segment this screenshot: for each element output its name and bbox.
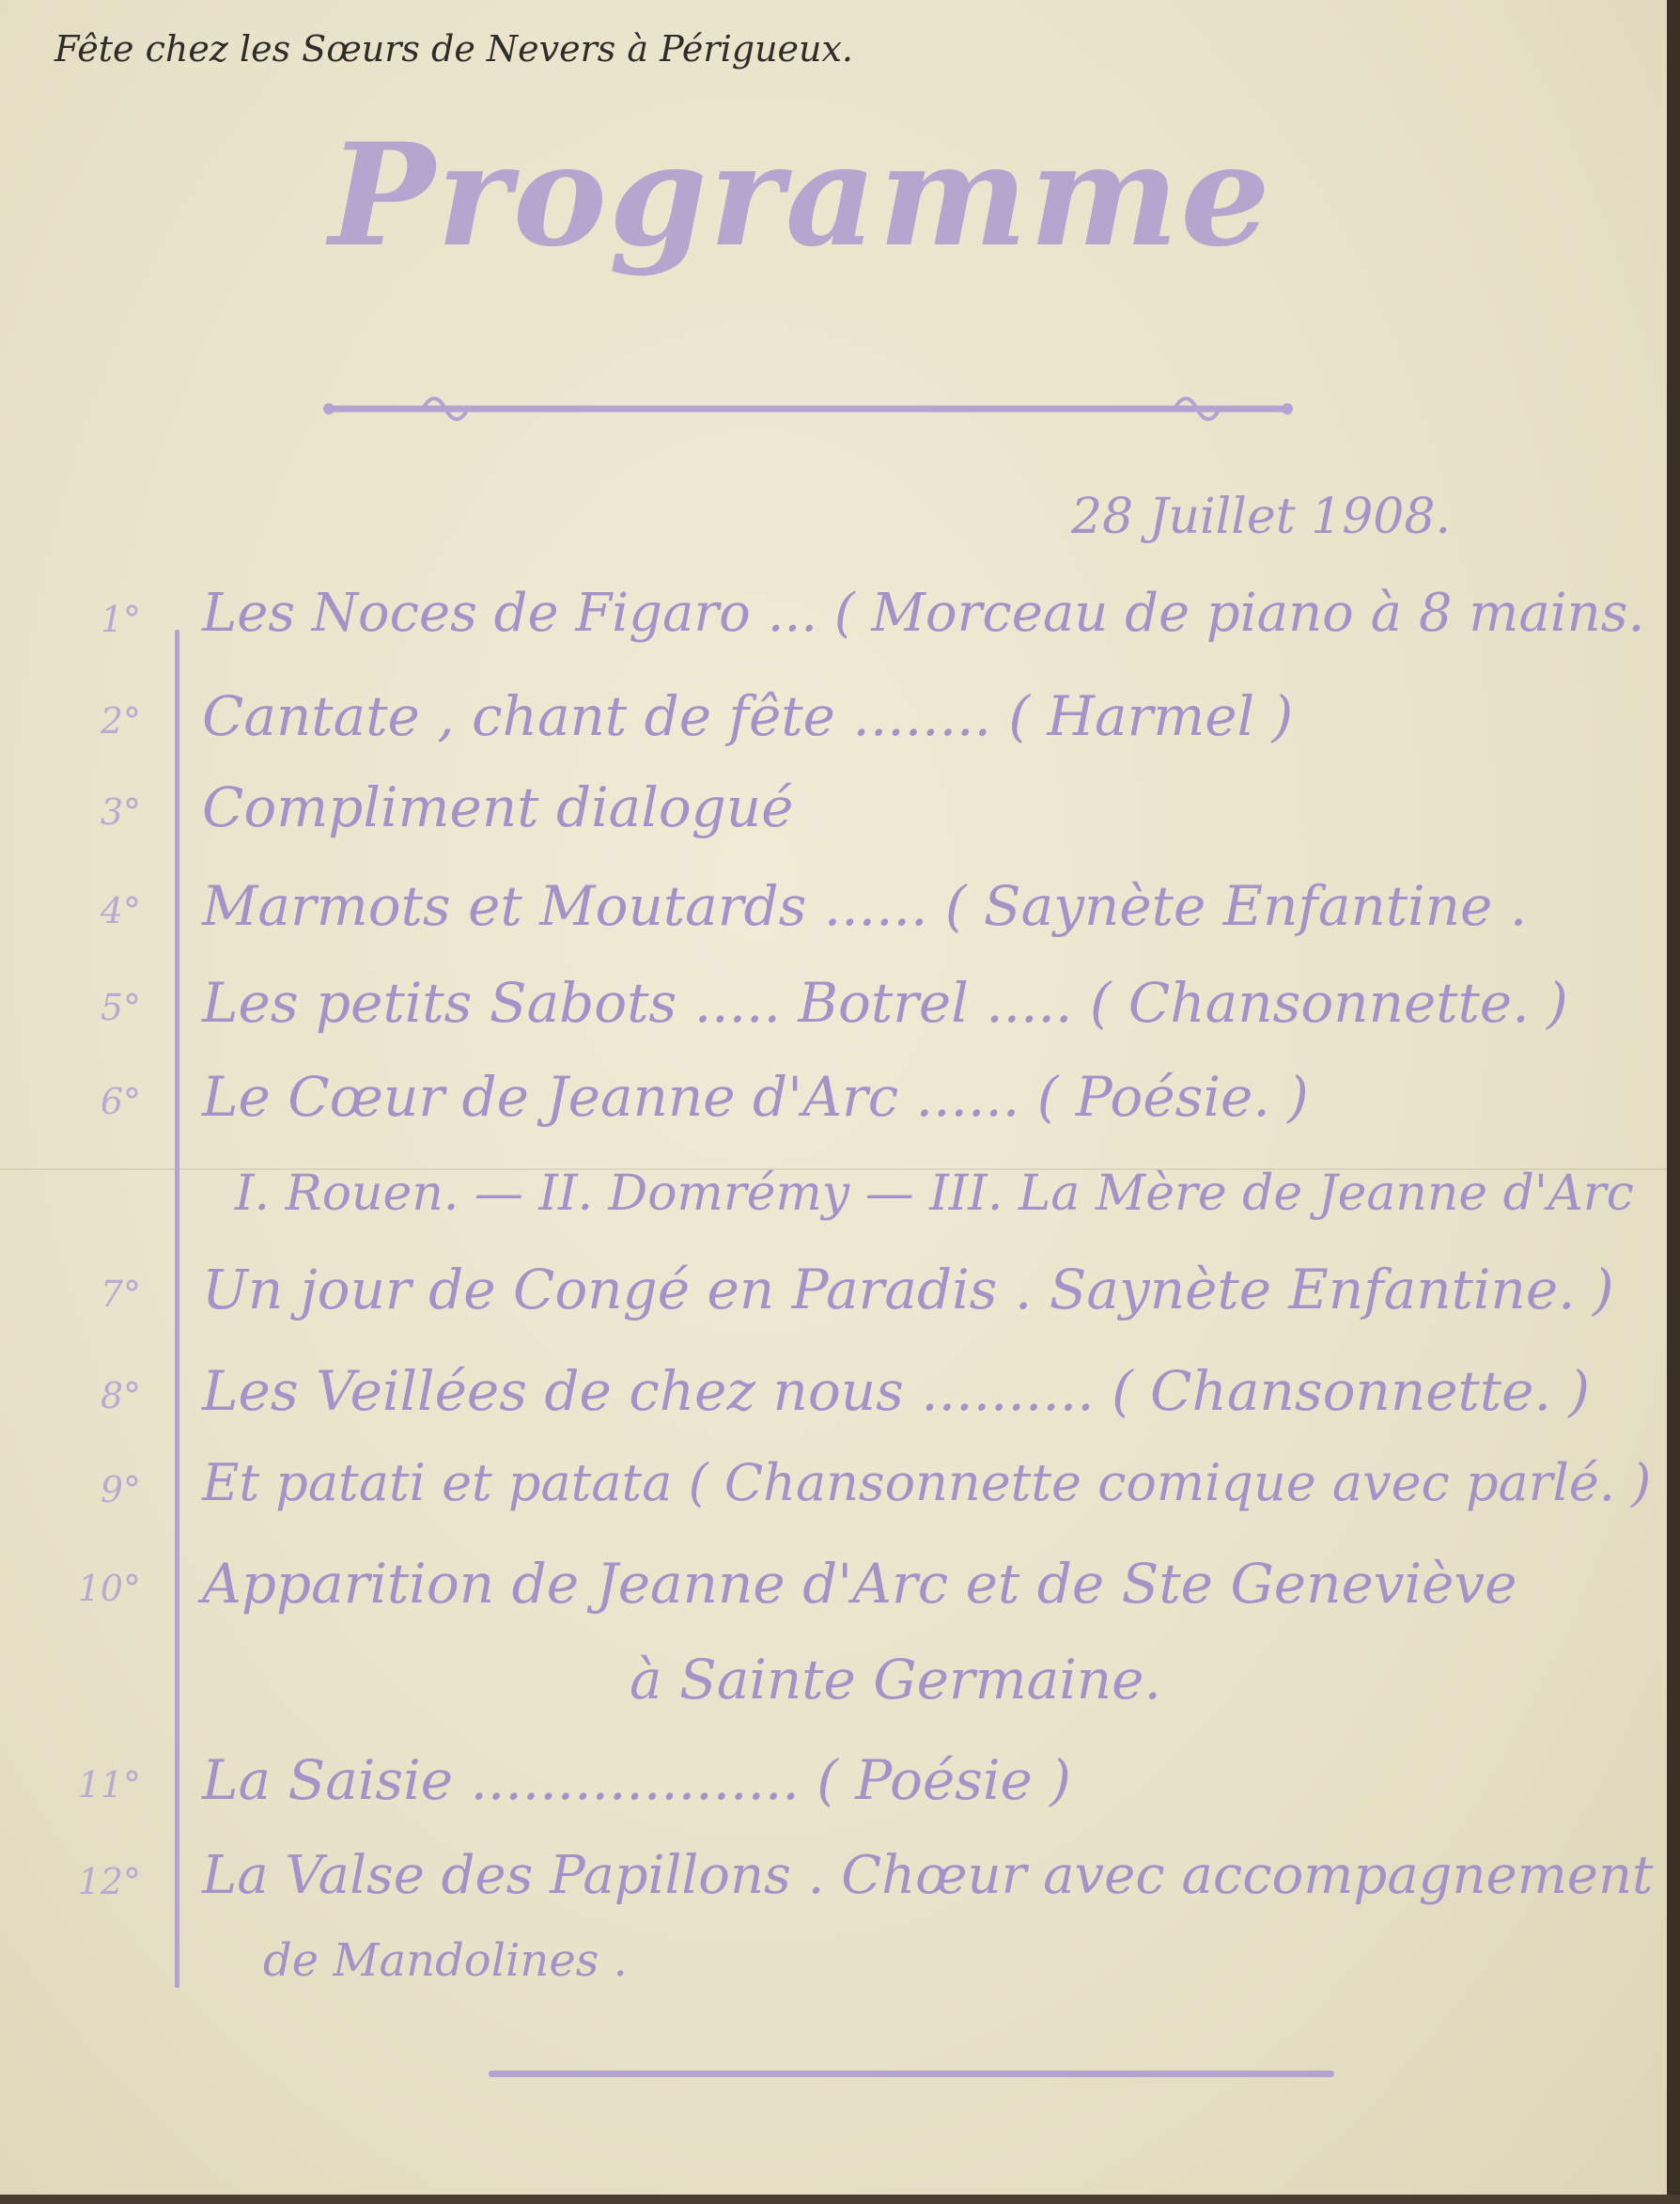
- program-item: Compliment dialogué: [202, 775, 794, 839]
- program-item: Les petits Sabots ..... Botrel ..... ( Chansonnette. ): [202, 971, 1568, 1035]
- scan-edge-right: [1667, 0, 1680, 2204]
- item-number: 11°: [77, 1764, 141, 1805]
- program-item: Le Cœur de Jeanne d'Arc ...... ( Poésie. ): [202, 1065, 1309, 1129]
- handwritten-note: Fête chez les Sœurs de Nevers à Périgueux.: [54, 28, 854, 70]
- program-item: La Valse des Papillons . Chœur avec accompagnement: [202, 1845, 1654, 1906]
- page-title: Programme: [329, 113, 1272, 278]
- item-number: 10°: [77, 1568, 141, 1609]
- item-number: 5°: [100, 987, 141, 1028]
- program-item-continuation: à Sainte Germaine.: [630, 1648, 1161, 1712]
- item-number: 12°: [77, 1861, 141, 1902]
- program-item: Les Veillées de chez nous .......... ( Chansonnette. ): [202, 1359, 1590, 1423]
- program-item-continuation: de Mandolines .: [263, 1934, 628, 1987]
- program-date: 28 Juillet 1908.: [1071, 489, 1451, 545]
- item-number: 1°: [100, 599, 141, 640]
- program-item: Cantate , chant de fête ........ ( Harmel ): [202, 684, 1294, 748]
- program-item: Marmots et Moutards ...... ( Saynète Enfantine .: [202, 874, 1528, 938]
- item-number: 2°: [100, 700, 141, 742]
- program-item-subparts: I. Rouen. — II. Domrémy — III. La Mère de Jeanne d'Arc: [235, 1165, 1634, 1222]
- title-flourish: [310, 376, 1306, 442]
- scan-edge-bottom: [0, 2195, 1680, 2204]
- program-item: Un jour de Congé en Paradis . Saynète Enfantine. ): [202, 1258, 1614, 1321]
- item-number: 8°: [100, 1375, 141, 1416]
- margin-rule: [175, 630, 179, 1988]
- item-number: 9°: [100, 1469, 141, 1510]
- item-number: 6°: [100, 1081, 141, 1122]
- program-item: Et patati et patata ( Chansonnette comique avec parlé. ): [202, 1453, 1652, 1512]
- bottom-rule: [489, 2071, 1334, 2077]
- program-item: Les Noces de Figaro ... ( Morceau de piano à 8 mains.: [202, 583, 1645, 644]
- program-item: La Saisie ................... ( Poésie ): [202, 1748, 1071, 1812]
- program-item: Apparition de Jeanne d'Arc et de Ste Geneviève: [202, 1552, 1517, 1616]
- item-number: 3°: [100, 791, 141, 833]
- item-number: 7°: [100, 1274, 141, 1315]
- item-number: 4°: [100, 890, 141, 931]
